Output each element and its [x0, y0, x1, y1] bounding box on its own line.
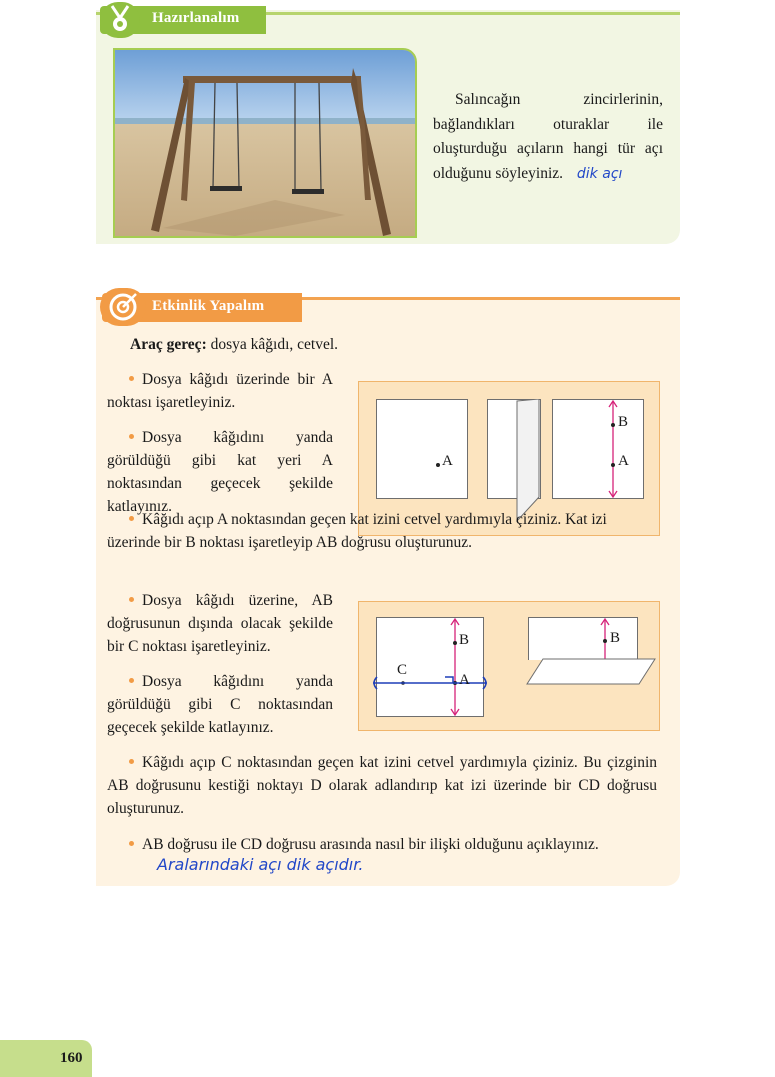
- paper-3: [552, 399, 644, 499]
- label-a: A: [618, 453, 629, 469]
- step-1: Dosya kâğıdı üzerinde bir A noktası işaretleyiniz.: [107, 371, 333, 411]
- label-b: B: [618, 414, 629, 430]
- bullet-icon: [129, 516, 134, 521]
- bullet-icon: [129, 597, 134, 602]
- step-5: Dosya kâğıdını yanda görüldüğü gibi C noktasından geçecek şekilde katlayınız.: [107, 673, 333, 736]
- materials-line: [130, 333, 630, 356]
- step-2: Dosya kâğıdını yanda görüldüğü gibi kat yeri A noktasından geçecek şekilde katlayınız.: [107, 429, 333, 515]
- paper-4: [376, 617, 484, 717]
- point-a-dot: [436, 463, 440, 467]
- handwritten-answer-1: dik açı: [576, 165, 623, 182]
- bullet-icon: [129, 678, 134, 683]
- step-3: Kâğıdı açıp A noktasından geçen kat izini cetvel yardımıyla çiziniz. Kat izi üzerinde bir B noktası işaretleyip AB doğrusu oluşturunuz.: [107, 511, 607, 551]
- page-number-tab: [0, 1040, 92, 1077]
- preparation-question-text: Salıncağın zincirlerinin, bağlandıkları oturaklar ile oluşturduğu açıların hangi tür açı olduğunu söyleyiniz.: [433, 91, 663, 182]
- figure-2: [358, 601, 660, 731]
- step-4: Dosya kâğıdı üzerine, AB doğrusunun dışında olacak şekilde bir C noktası işaretleyiniz.: [107, 592, 333, 655]
- materials-label: Araç gereç:: [130, 336, 207, 353]
- label-a: A: [459, 672, 470, 688]
- materials-text: dosya kâğıdı, cetvel.: [210, 336, 339, 353]
- label-a: A: [442, 453, 453, 469]
- target-icon: [100, 288, 146, 326]
- bullet-icon: [129, 376, 134, 381]
- label-b: B: [459, 632, 470, 648]
- preparation-title: Hazırlanalım: [152, 10, 240, 26]
- page-number: 160: [60, 1050, 83, 1066]
- label-c: C: [397, 662, 408, 678]
- paper-1: [376, 399, 468, 499]
- fold-flap-2: [525, 658, 659, 688]
- bullet-icon: [129, 434, 134, 439]
- label-b: B: [610, 630, 621, 646]
- bullet-icon: [129, 841, 134, 846]
- medal-icon: [100, 2, 140, 38]
- step-6: Kâğıdı açıp C noktasından geçen kat izini cetvel yardımıyla çiziniz. Bu çizginin AB doğrusunu kestiği noktayı D olarak adlandırıp kat izi üzerinde bir CD doğrusu oluşturunuz.: [107, 754, 657, 817]
- handwritten-answer-2: Aralarındaki açı dik açıdır.: [157, 855, 364, 874]
- activity-title: Etkinlik Yapalım: [152, 298, 265, 314]
- swing-photo: [113, 48, 417, 238]
- paper-5: [528, 617, 638, 660]
- fold-flap: [487, 399, 547, 524]
- preparation-question: [433, 88, 663, 186]
- bullet-icon: [129, 759, 134, 764]
- step-7: AB doğrusu ile CD doğrusu arasında nasıl bir ilişki olduğunu açıklayınız.: [107, 833, 667, 856]
